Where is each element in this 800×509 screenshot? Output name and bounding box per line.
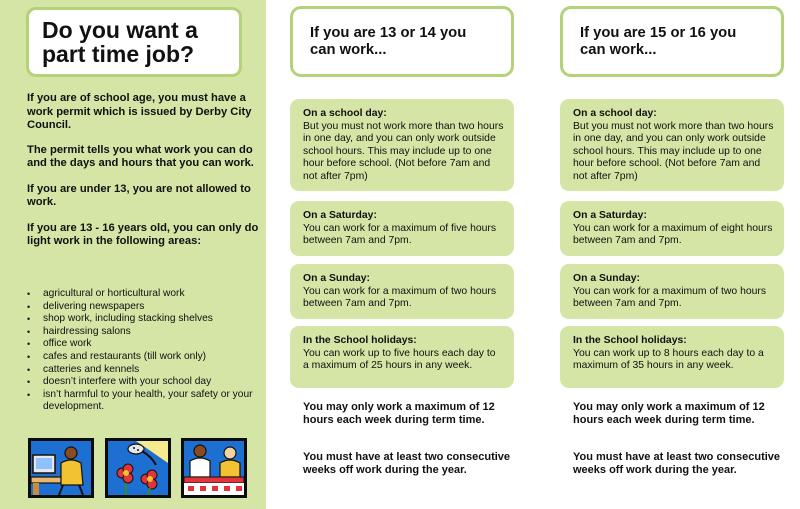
card-title: On a school day: — [573, 108, 657, 119]
cafe-worker-illustration — [181, 438, 247, 498]
card-title: In the School holidays: — [303, 335, 417, 346]
page-title: Do you want a part time job? — [42, 17, 198, 67]
school-day-card — [560, 99, 784, 191]
list-item: • shop work, including stacking shelves — [27, 313, 259, 326]
list-item: • doesn’t interfere with your school day — [27, 376, 259, 389]
sunday-card — [560, 264, 784, 319]
intro-paragraph: If you are 13 - 16 years old, you can only do light work in the following areas: — [27, 221, 259, 247]
intro-text — [27, 92, 259, 261]
card-text: But you must not work more than two hours in one day, and you can only work outside school hours. This may include up to one hour before school. (Not before 7am and not after 7pm) — [303, 120, 504, 182]
term-time-note: You may only work a maximum of 12 hours each week during term time. — [573, 401, 765, 427]
card-title: On a Sunday: — [303, 273, 370, 284]
card-text: You can work up to 8 hours each day to a maximum of 35 hours in any week. — [573, 347, 764, 372]
card-title: On a Saturday: — [303, 210, 377, 221]
title-box — [26, 7, 242, 77]
card-text: You can work for a maximum of two hours between 7am and 7pm. — [573, 285, 767, 310]
list-item: • catteries and kennels — [27, 364, 259, 377]
column-header — [560, 6, 784, 77]
hairdresser-illustration — [105, 438, 171, 498]
column-header — [290, 6, 514, 77]
list-item: • agricultural or horticultural work — [27, 288, 259, 301]
card-text: You can work for a maximum of two hours between 7am and 7pm. — [303, 285, 497, 310]
sunday-card — [290, 264, 514, 319]
card-text: You can work for a maximum of eight hours between 7am and 7pm. — [573, 222, 773, 247]
card-title: On a Saturday: — [573, 210, 647, 221]
intro-paragraph: If you are of school age, you must have a work permit which is issued by Derby City Council. — [27, 92, 252, 131]
list-item: • delivering newspapers — [27, 301, 259, 314]
card-title: In the School holidays: — [573, 335, 687, 346]
weeks-off-note: You must have at least two consecutive weeks off work during the year. — [303, 451, 511, 477]
list-item: • cafes and restaurants (till work only) — [27, 351, 259, 364]
card-title: On a school day: — [303, 108, 387, 119]
list-item: • hairdressing salons — [27, 326, 259, 339]
card-text: You can work up to five hours each day to a maximum of 25 hours in any week. — [303, 347, 496, 372]
holidays-card — [560, 326, 784, 388]
work-areas-list — [27, 288, 259, 414]
list-item: • office work — [27, 338, 259, 351]
term-time-note: You may only work a maximum of 12 hours each week during term time. — [303, 401, 495, 427]
card-title: On a Sunday: — [573, 273, 640, 284]
office-worker-illustration — [28, 438, 94, 498]
left-panel — [0, 0, 266, 509]
list-item: • isn’t harmful to your health, your safety or your development. — [27, 389, 259, 414]
saturday-card — [560, 201, 784, 256]
holidays-card — [290, 326, 514, 388]
column-heading: If you are 15 or 16 you can work... — [580, 25, 737, 58]
column-heading: If you are 13 or 14 you can work... — [310, 25, 467, 58]
card-text: You can work for a maximum of five hours between 7am and 7pm. — [303, 222, 497, 247]
card-text: But you must not work more than two hours in one day, and you can only work outside school hours. This may include up to one hour before school. (Not before 7am and not after 7pm) — [573, 120, 774, 182]
intro-paragraph: If you are under 13, you are not allowed to work. — [27, 182, 251, 208]
saturday-card — [290, 201, 514, 256]
weeks-off-note: You must have at least two consecutive weeks off work during the year. — [573, 451, 781, 477]
school-day-card — [290, 99, 514, 191]
intro-paragraph: The permit tells you what work you can do and the days and hours that you can work. — [27, 143, 254, 169]
